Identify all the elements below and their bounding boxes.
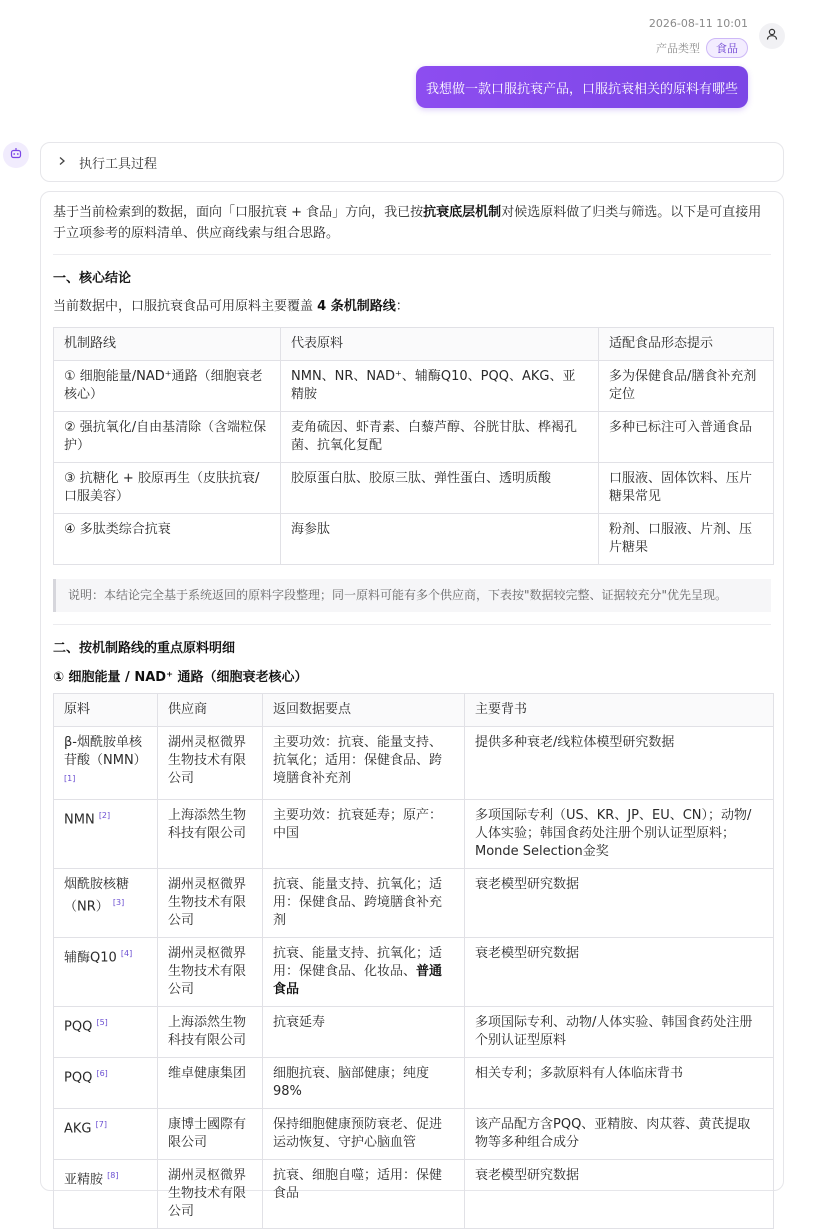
supplier-cell: 上海添然生物科技有限公司 bbox=[158, 1007, 263, 1058]
section2-heading: 二、按机制路线的重点原料明细 bbox=[53, 641, 236, 656]
ingredient-name bbox=[54, 800, 158, 869]
table-row bbox=[54, 938, 774, 1007]
data-cell bbox=[263, 938, 465, 1007]
endorse-cell: 衰老模型研究数据 bbox=[465, 1160, 774, 1229]
lead-tail: ： bbox=[395, 299, 409, 314]
table-row bbox=[54, 800, 774, 869]
citation-ref[interactable]: [1] bbox=[64, 774, 76, 783]
ingredient-name-text: PQQ bbox=[64, 1019, 93, 1035]
data-cell bbox=[263, 1007, 465, 1058]
lead-text: 当前数据中，口服抗衰食品可用原料主要覆盖 bbox=[53, 299, 318, 314]
bot-avatar bbox=[3, 142, 29, 168]
tool-process-toggle[interactable] bbox=[40, 142, 784, 182]
supplier-cell: 湖州灵枢微界生物技术有限公司 bbox=[158, 1160, 263, 1229]
citation-ref[interactable]: [8] bbox=[107, 1171, 119, 1181]
citation-ref[interactable]: [6] bbox=[96, 1069, 108, 1079]
mechanism-table bbox=[53, 327, 774, 565]
table-cell: ③ 抗糖化 + 胶原再生（皮肤抗衰/口服美容） bbox=[54, 463, 281, 514]
data-text: 抗衰、细胞自噬；适用：保健食品 bbox=[273, 1168, 443, 1202]
table-header-row bbox=[54, 694, 774, 727]
data-cell bbox=[263, 727, 465, 800]
table-cell: 口服液、固体饮料、压片糖果常见 bbox=[599, 463, 774, 514]
table-cell: 多为保健食品/膳食补充剂定位 bbox=[599, 361, 774, 412]
ingredient-name bbox=[54, 1058, 158, 1109]
table-row bbox=[54, 1109, 774, 1160]
table-cell: 海参肽 bbox=[281, 514, 599, 565]
ingredient-name bbox=[54, 727, 158, 800]
ingredient-name bbox=[54, 938, 158, 1007]
table-row bbox=[54, 1058, 774, 1109]
data-text: 主要功效：抗衰延寿；原产：中国 bbox=[273, 808, 443, 842]
message-timestamp: 2026-08-11 10:01 bbox=[648, 17, 748, 30]
user-message-bubble: 我想做一款口服抗衰产品，口服抗衰相关的原料有哪些 bbox=[416, 66, 748, 108]
table-cell: ① 细胞能量/NAD⁺通路（细胞衰老核心） bbox=[54, 361, 281, 412]
section1-lead bbox=[53, 296, 771, 317]
ingredient-name bbox=[54, 1160, 158, 1229]
table-row bbox=[54, 1007, 774, 1058]
answer-intro bbox=[53, 202, 771, 244]
table-row bbox=[54, 361, 774, 412]
intro-text: 基于当前检索到的数据，面向「口服抗衰 + 食品」方向，我已按 bbox=[53, 205, 424, 220]
ingredient-name-text: 辅酶Q10 bbox=[64, 950, 117, 966]
table-header-cell: 返回数据要点 bbox=[263, 694, 465, 727]
table-header-cell: 适配食品形态提示 bbox=[599, 328, 774, 361]
product-type-tag[interactable]: 食品 bbox=[706, 38, 748, 58]
chevron-right-icon bbox=[57, 155, 67, 170]
data-text: 细胞抗衰、脑部健康；纯度98% bbox=[273, 1066, 430, 1100]
data-bold: 普通食品 bbox=[273, 964, 443, 998]
divider bbox=[53, 624, 771, 625]
data-text: 抗衰、能量支持、抗氧化；适用：保健食品、跨境膳食补充剂 bbox=[273, 877, 443, 929]
table-row bbox=[54, 869, 774, 938]
table-cell: 粉剂、口服液、片剂、压片糖果 bbox=[599, 514, 774, 565]
citation-ref[interactable]: [2] bbox=[98, 811, 111, 821]
data-cell bbox=[263, 1058, 465, 1109]
ingredient-name bbox=[54, 869, 158, 938]
data-cell bbox=[263, 1109, 465, 1160]
endorse-cell: 多项国际专利、动物/人体实验、韩国食药处注册个别认证型原料 bbox=[465, 1007, 774, 1058]
endorse-cell: 衰老模型研究数据 bbox=[465, 869, 774, 938]
table-row bbox=[54, 727, 774, 800]
endorse-cell: 衰老模型研究数据 bbox=[465, 938, 774, 1007]
table-row bbox=[54, 514, 774, 565]
supplier-cell: 上海添然生物科技有限公司 bbox=[158, 800, 263, 869]
supplier-cell: 湖州灵枢微界生物技术有限公司 bbox=[158, 938, 263, 1007]
table-cell: ④ 多肽类综合抗衰 bbox=[54, 514, 281, 565]
supplier-cell: 维卓健康集团 bbox=[158, 1058, 263, 1109]
divider bbox=[53, 254, 771, 255]
ingredient-name-text: PQQ bbox=[64, 1070, 93, 1086]
table-cell: 胶原蛋白肽、胶原三肽、弹性蛋白、透明质酸 bbox=[281, 463, 599, 514]
ingredient-name bbox=[54, 1007, 158, 1058]
data-text: 保持细胞健康预防衰老、促进运动恢复、守护心脑血管 bbox=[273, 1117, 443, 1151]
ingredient-name-text: NMN bbox=[64, 812, 95, 828]
endorse-cell: 提供多种衰老/线粒体模型研究数据 bbox=[465, 727, 774, 800]
user-avatar bbox=[759, 23, 785, 49]
data-cell bbox=[263, 800, 465, 869]
data-cell bbox=[263, 1160, 465, 1229]
citation-ref[interactable]: [7] bbox=[95, 1120, 107, 1130]
ingredient-name-text: 烟酰胺核糖（NR） bbox=[64, 877, 130, 915]
data-cell bbox=[263, 869, 465, 938]
endorse-cell: 相关专利；多款原料有人体临床背书 bbox=[465, 1058, 774, 1109]
endorse-cell: 多项国际专利（US、KR、JP、EU、CN）；动物/人体实验；韩国食药处注册个别认证型原料；Monde Selection金奖 bbox=[465, 800, 774, 869]
ingredient-name bbox=[54, 1109, 158, 1160]
data-text: 抗衰、能量支持、抗氧化；适用：保健食品、化妆品、 bbox=[273, 946, 443, 980]
table-cell: ② 强抗氧化/自由基清除（含端粒保护） bbox=[54, 412, 281, 463]
supplier-cell: 湖州灵枢微界生物技术有限公司 bbox=[158, 869, 263, 938]
section2-subheading: ① 细胞能量 / NAD⁺ 通路（细胞衰老核心） bbox=[53, 670, 308, 685]
supplier-cell: 湖州灵枢微界生物技术有限公司 bbox=[158, 727, 263, 800]
lead-bold: 4 条机制路线 bbox=[317, 299, 396, 314]
data-text: 主要功效：抗衰、能量支持、抗氧化；适用：保健食品、跨境膳食补充剂 bbox=[273, 735, 443, 786]
product-type-row bbox=[656, 38, 748, 58]
table-row bbox=[54, 1160, 774, 1229]
table-cell: NMN、NR、NAD⁺、辅酶Q10、PQQ、AKG、亚精胺 bbox=[281, 361, 599, 412]
table-header-cell: 主要背书 bbox=[465, 694, 774, 727]
table-row bbox=[54, 463, 774, 514]
table-cell: 多种已标注可入普通食品 bbox=[599, 412, 774, 463]
section1-heading: 一、核心结论 bbox=[53, 271, 132, 286]
table-header-cell: 原料 bbox=[54, 694, 158, 727]
supplier-cell: 康博士國際有限公司 bbox=[158, 1109, 263, 1160]
assistant-answer bbox=[40, 191, 784, 1220]
ingredient-name-text: AKG bbox=[64, 1121, 92, 1137]
note-callout: 说明：本结论完全基于系统返回的原料字段整理；同一原料可能有多个供应商，下表按"数据较完整、证据较充分"优先呈现。 bbox=[53, 579, 771, 612]
intro-text-tail: 对候选原料做了归类与筛选。以下是可直接用于立项参考的原料清单、供应商线索与组合思路。 bbox=[53, 205, 762, 241]
table-cell: 麦角硫因、虾青素、白藜芦醇、谷胱甘肽、桦褐孔菌、抗氧化复配 bbox=[281, 412, 599, 463]
ingredient-name-text: 亚精胺 bbox=[64, 1172, 104, 1188]
tool-process-label: 执行工具过程 bbox=[79, 156, 158, 172]
robot-icon bbox=[9, 146, 23, 164]
citation-ref[interactable]: [3] bbox=[112, 898, 125, 908]
table-header-cell: 供应商 bbox=[158, 694, 263, 727]
citation-ref[interactable]: [4] bbox=[120, 949, 133, 959]
product-type-label: 产品类型 bbox=[656, 42, 700, 55]
ingredient-name-text: β-烟酰胺单核苷酸（NMN） bbox=[64, 735, 147, 768]
table-row bbox=[54, 412, 774, 463]
data-text: 抗衰延寿 bbox=[273, 1015, 326, 1031]
intro-bold: 抗衰底层机制 bbox=[423, 205, 502, 220]
user-icon bbox=[765, 27, 779, 45]
table-header-cell: 机制路线 bbox=[54, 328, 281, 361]
citation-ref[interactable]: [5] bbox=[96, 1018, 108, 1028]
ingredient-table bbox=[53, 693, 774, 1229]
endorse-cell: 该产品配方含PQQ、亚精胺、肉苁蓉、黄芪提取物等多种组合成分 bbox=[465, 1109, 774, 1160]
table-header-cell: 代表原料 bbox=[281, 328, 599, 361]
table-header-row bbox=[54, 328, 774, 361]
